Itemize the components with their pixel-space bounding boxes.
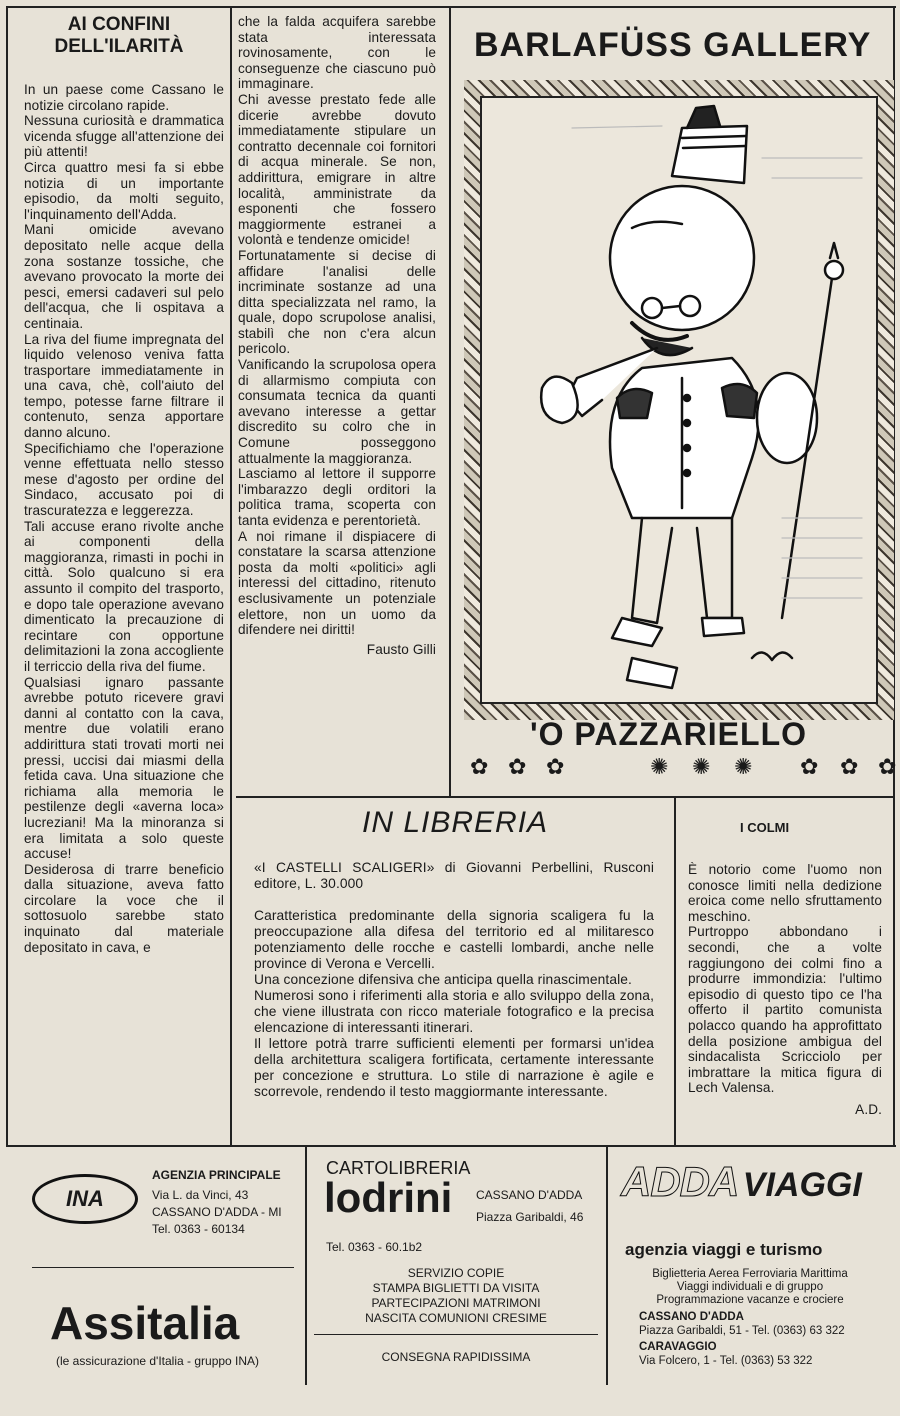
gallery-bottom-border [236,796,895,798]
adda-logo-left: ADDA [621,1158,739,1205]
paragraph: Qualsiasi ignaro passante avrebbe potuto ricevere gravi danni al contatto con la cava, mentre due volatili erano addirittura stati trovati morti nei pressi, uccisi dai miasmi della fetida cava. Una situazione che richiama alla memoria le pestilenze degli «averna loca» lucreziani! Ma la minoranza si era limitata a solo queste accuse! [24,674,224,862]
star-ornament-icon: ✺ [692,754,711,779]
cartoon-caption: 'O PAZZARIELLO [530,716,807,752]
service-item: NASCITA COMUNIONI CRESIME [365,1311,547,1325]
service-item: STAMPA BIGLIETTI DA VISITA [372,1281,540,1295]
paragraph: A noi rimane il dispiacere di constatare la scarsa attenzione posta da molti «politici» agli interessi del cittadino, ritenuto esclusivamente un potenziale elettore, non un uomo da difendere nei diritti! [238,528,436,638]
colmi-text [688,862,882,1118]
ina-divider [32,1267,294,1268]
decorative-ornaments [470,754,897,790]
adda-viaggi-services [609,1268,891,1307]
ina-tel: Tel. 0363 - 60134 [152,1222,245,1236]
service-item: SERVIZIO COPIE [407,1266,505,1280]
cartolibreria-city: CASSANO D'ADDA [476,1188,583,1202]
paragraph: La riva del fiume impregnata del liquido velenoso veniva fatta trasportare immediatamente in una cava, chè, coll'aiuto del tempo, potesse farne filtrare il contenuto, senza apportare danno alcuno. [24,331,224,441]
service-line: Viaggi individuali e di gruppo [676,1281,824,1293]
ads-divider-1 [305,1145,307,1385]
book-reference: «I CASTELLI SCALIGERI» di Giovanni Perbellini, Rusconi editore, L. 30.000 [254,860,654,891]
cartolibreria-name: lodrini [324,1174,453,1221]
paragraph: Nessuna curiosità e drammatica vicenda sfugge all'attenzione dei più attenti! [24,113,224,160]
paragraph: Fortunatamente si decise di affidare l'analisi delle incriminate sostanze ad una ditta specializzata nel ramo, la quale, dopo scrupolose analisi, stabilì che non c'era alcun pericolo. [238,247,436,357]
left-border [6,6,8,1146]
colmi-title: I COLMI [740,820,790,835]
paragraph: Specifichiamo che l'operazione venne effettuata nello stesso mese d'agosto per ordine del Sindaco, accusato poi di trascuratezza e leggerezza. [24,440,224,519]
libreria-title: IN LIBRERIA [362,806,549,839]
top-border [6,6,896,8]
paragraph: In un paese come Cassano le notizie circolano rapide. [24,82,224,113]
ina-logo-text: INA [66,1186,104,1211]
flower-ornament-icon: ✿ [800,754,819,779]
article-column-1 [24,82,224,955]
paragraph: Il lettore potrà trarre sufficienti elementi per formarsi un'idea della architettura scaligera fortificata, certamente interessante per concezione e struttura. Lo stile di narrazione è agile e scorrevole, rendendo il testo maggiormante interessante. [254,1036,654,1099]
libreria-colmi-divider [674,796,676,1146]
adda-logo-right: VIAGGI [742,1166,862,1204]
adda-viaggi-ad [609,1150,891,1380]
service-line: Programmazione vacanze e crociere [656,1294,844,1306]
paragraph: Desiderosa di trarre beneficio dalla situazione, aveva fatto circolare la voce che il sottosuolo sarebbe stato inquinato dal materiale depositato in cava, e [24,861,224,955]
paragraph: Purtroppo abbondano i secondi, che a volte raggiungono dei colmi fino a produrre immondizia: l'ultimo episodio di questo tipo ce l'ha offerto il partito comunista polacco quando ha approfittato della posizione ambigua del sindacalista Scricciolo per imbrattare la mitica figura di Lech Valensa. [688,924,882,1096]
ina-address: Via L. da Vinci, 43 [152,1188,249,1202]
ina-heading: AGENZIA PRINCIPALE [152,1168,281,1182]
ina-logo [32,1174,138,1224]
adda-viaggi-logo [621,1158,862,1206]
paragraph: Caratteristica predominante della signoria scaligera fu la preoccupazione alla difesa del territorio ed al militaresco potenziamento delle rocche e castelli lombardi, anche nelle province di Verona e Vercelli. [254,908,654,971]
cartolibreria-label: CARTOLIBRERIA [326,1158,471,1178]
paragraph: Mani omicide avevano depositato nelle acque della zona sostanze tossiche, che avevano provocato la morte dei pesci, emersi cadaveri sul pelo dell'acqua, che li ospitava a centinaia. [24,222,224,331]
paragraph: Una concezione difensiva che anticipa quella rinascimentale. [254,972,632,987]
adda-viaggi-city2: CARAVAGGIO [639,1341,717,1353]
ads-top-border [6,1145,896,1147]
cartolibreria-services [308,1266,604,1326]
ina-ad [10,1150,302,1380]
ads-divider-2 [606,1145,608,1385]
service-line: Biglietteria Aerea Ferroviaria Marittima [652,1268,848,1280]
paragraph: Circa quattro mesi fa si ebbe notizia di un importante episodio, da molti seguito, l'inquinamento dell'Adda. [24,159,224,222]
cartoon-frame [464,80,894,720]
article-signature: Fausto Gilli [366,641,436,657]
star-ornament-icon: ✺ [734,754,753,779]
adda-viaggi-city1: CASSANO D'ADDA [639,1311,744,1323]
paragraph: Lasciamo al lettore il supporre l'imbarazzo degli orditori la politica trama, scoperta con tanta evidenza e perentorietà. [238,466,436,528]
assitalia-tagline: (le assicurazione d'Italia - gruppo INA) [56,1354,260,1368]
ina-city: CASSANO D'ADDA - MI [152,1205,282,1219]
cartolibreria-divider [314,1334,598,1335]
adda-viaggi-addr1: Piazza Garibaldi, 51 - Tel. (0363) 63 322 [639,1325,845,1337]
article-title: AI CONFINI DELL'ILARITÀ [54,14,184,57]
libreria-text [254,860,654,1100]
cartolibreria-footer: CONSEGNA RAPIDISSIMA [381,1350,531,1364]
paragraph: Numerosi sono i riferimenti alla storia e allo sviluppo della zona, che viene illustrata con ricco materiale fotografico e la precisa elencazione di interessanti itinerari. [254,988,654,1035]
cartolibreria-ad [308,1150,604,1380]
flower-ornament-icon: ✿ [878,754,897,779]
flower-ornament-icon: ✿ [508,754,527,779]
paragraph: Tali accuse erano rivolte anche ai componenti della maggioranza, rimasti in pochi in città. Solo qualcuno si era assunto il compito del trasporto, e dopo tale operazione avevano dimenticato la precauzione di recintare con opportune delimitazioni la zona accogliente il terriccio della riva del fiume. [24,518,224,674]
cartolibreria-tel: Tel. 0363 - 60.1b2 [326,1240,423,1254]
flower-ornament-icon: ✿ [840,754,859,779]
paragraph: Vanificando la scrupolosa opera di allarmismo compiuta con consumata tecnica da quanti avevano interesse a gettar discredito su colro che in Comune posseggono attualmente la maggioranza. [238,357,436,466]
article-column-2 [238,14,436,657]
gallery-title: BARLAFÜSS GALLERY [474,26,872,64]
colmi-signature: A.D. [855,1101,882,1117]
cartoon-panel [480,96,878,704]
service-item: PARTECIPAZIONI MATRIMONI [371,1296,541,1310]
adda-viaggi-subtitle: agenzia viaggi e turismo [625,1240,823,1259]
flower-ornament-icon: ✿ [470,754,489,779]
paragraph: che la falda acquifera sarebbe stata interessata rovinosamente, con le conseguenze che ciascuno può immaginare. [238,14,436,92]
paragraph: Chi avesse prestato fede alle dicerie avrebbe dovuto immediatamente stipulare un contratto decennale coi fornitori di acqua minerale. Se non, addirittura, emigrare in altre località, amministrate da esponenti che fossero maggiormente estranei a volontà e tendenze omicide! [238,91,436,248]
col-divider-1 [230,6,232,1146]
star-ornament-icon: ✺ [650,754,669,779]
flower-ornament-icon: ✿ [546,754,565,779]
assitalia-brand: Assitalia [50,1297,240,1349]
adda-viaggi-addr2: Via Folcero, 1 - Tel. (0363) 53 322 [639,1355,813,1367]
cartoon-illustration [482,98,878,704]
cartolibreria-address: Piazza Garibaldi, 46 [476,1210,584,1224]
col-divider-2 [449,6,451,796]
paragraph: È notorio come l'uomo non conosce limiti nella dedizione eroica come nello sfruttamento meschino. [688,862,882,924]
